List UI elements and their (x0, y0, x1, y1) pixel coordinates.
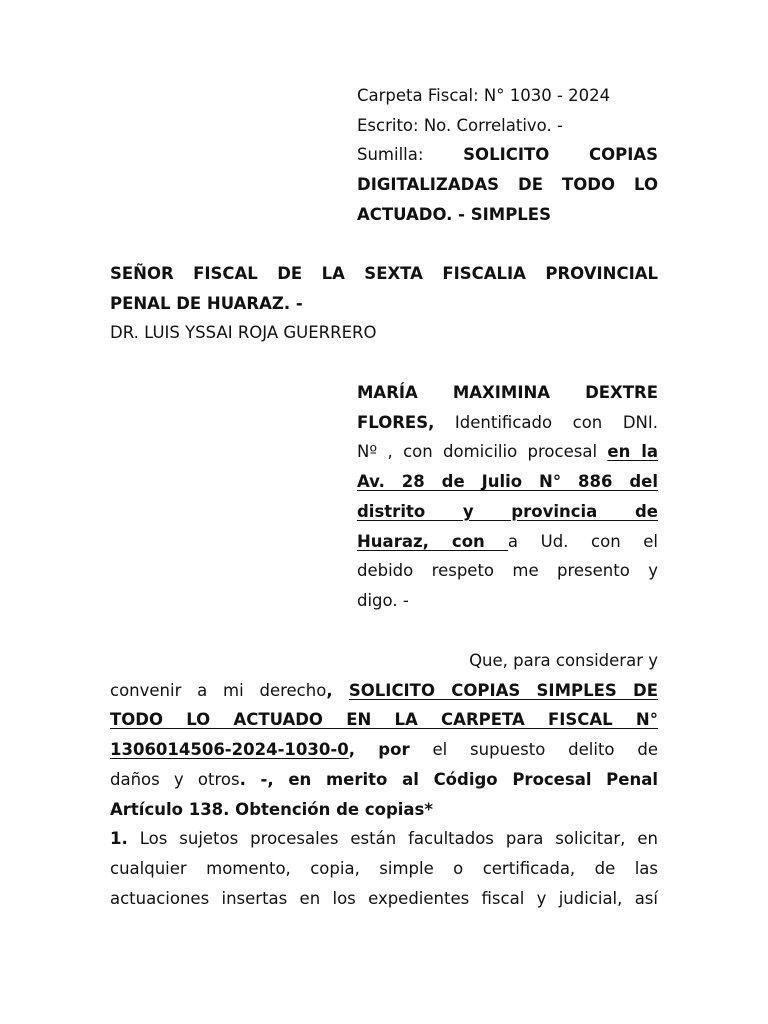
summary-line-3: ACTUADO. - SIMPLES (357, 204, 551, 224)
petitioner-block (357, 378, 658, 616)
body-line-4: 1306014506-2024-1030-0, por el supuesto delito de (110, 740, 659, 760)
summary-line-2: DIGITALIZADAS DE TODO LO (357, 175, 658, 195)
petitioner-line-6: Huaraz, con a Ud. con el (357, 531, 658, 551)
petitioner-line-5: distrito y provincia de (357, 501, 658, 521)
body-line-1: Que, para considerar y (469, 651, 658, 670)
petitioner-line-2: FLORES, Identificado con DNI. (357, 412, 658, 432)
body-line-8: cualquier momento, copia, simple o certificada, de las (110, 858, 658, 878)
petitioner-line-3: Nº , con domicilio procesal en la (357, 442, 658, 462)
body-line-6: Artículo 138. Obtención de copias* (110, 799, 434, 819)
addressee-line-3: DR. LUIS YSSAI ROJA GUERRERO (110, 323, 377, 343)
petition-body (110, 646, 658, 913)
case-header (357, 81, 658, 230)
addressee (110, 259, 658, 348)
body-line-7: 1. Los sujetos procesales están facultados para solicitar, en (110, 829, 658, 849)
case-number: Carpeta Fiscal: N° 1030 - 2024 (357, 86, 611, 105)
body-line-3: TODO LO ACTUADO EN LA CARPETA FISCAL N° (110, 710, 658, 730)
addressee-line-2: PENAL DE HUARAZ. - (110, 293, 303, 313)
petitioner-line-1: MARÍA MAXIMINA DEXTRE (357, 383, 658, 402)
addressee-line-1: SEÑOR FISCAL DE LA SEXTA FISCALIA PROVINCIAL (110, 264, 658, 283)
writ-number: Escrito: No. Correlativo. - (357, 115, 563, 135)
petitioner-line-4: Av. 28 de Julio N° 886 del (357, 472, 658, 492)
body-line-5: daños y otros. -, en merito al Código Procesal Penal (110, 769, 658, 789)
petitioner-line-8: digo. - (357, 590, 409, 610)
summary-line-1: Sumilla: SOLICITO COPIAS (357, 145, 658, 165)
body-line-9: actuaciones insertas en los expedientes fiscal y judicial, así (110, 888, 658, 908)
petitioner-line-7: debido respeto me presento y (357, 561, 658, 581)
body-line-2: convenir a mi derecho, SOLICITO COPIAS SIMPLES DE (110, 680, 659, 700)
